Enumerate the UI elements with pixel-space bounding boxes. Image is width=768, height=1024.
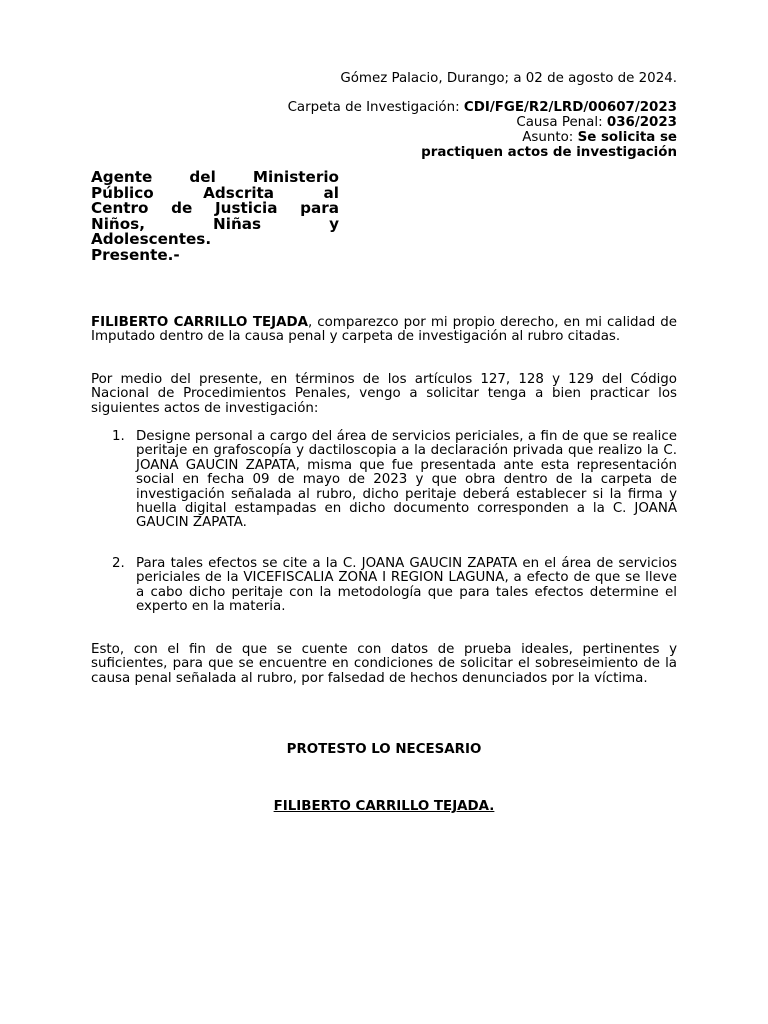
place-date-text: Gómez Palacio, Durango; a 02 de agosto de 2024. — [340, 71, 677, 86]
addressee-line: Agente del Ministerio — [91, 168, 339, 186]
addressee-line: Presente.- — [91, 245, 180, 264]
addressee-line: Niños, Niñas y — [91, 214, 339, 233]
place-date — [340, 71, 677, 86]
purpose-paragraph: Esto, con el fin de que se cuente con datos de prueba ideales, pertinentes y suficientes, para que se encuentre en condiciones de solicitar el sobreseimiento de la causa penal señalada al rubro, por falsedad de hechos denunciados por la víctima. — [91, 642, 677, 686]
list-item-text: Para tales efectos se cite a la C. JOANA GAUCIN ZAPATA en el área de servicios periciales de la VICEFISCALIA ZONA I REGION LAGUNA, a efecto de que se lleve a cabo dicho peritaje con la metodología que para tales efectos determine el experto en la materia. — [136, 556, 677, 615]
signature-name: FILIBERTO CARRILLO TEJADA. — [273, 799, 495, 814]
carpeta-label: Carpeta de Investigación: — [287, 100, 460, 115]
list-item-number: 1. — [112, 429, 125, 444]
intro-paragraph — [91, 316, 677, 345]
intro-name: FILIBERTO CARRILLO TEJADA — [91, 315, 308, 330]
addressee-block — [91, 170, 339, 264]
investigation-act-list — [91, 557, 677, 615]
list-item-number: 2. — [112, 556, 125, 571]
asunto-line-2 — [288, 145, 677, 160]
asunto-label: Asunto: — [522, 130, 574, 145]
carpeta-line — [288, 100, 677, 115]
causa-value: 036/2023 — [606, 115, 677, 130]
asunto-line — [288, 130, 677, 145]
list-item-text: Designe personal a cargo del área de servicios periciales, a fin de que se realice peritaje en grafoscopía y dactiloscopia a la declaración privada que realizo la C. JOANA GAUCIN ZAPATA, misma que fue presentada ante esta representación social en fecha 09 de mayo de 2023 y que obra dentro de la carpeta de investigación señalada al rubro, dicho peritaje deberá establecer si la firma y huella digital estampadas en dicho documento corresponden a la C. JOANA GAUCIN ZAPATA. — [136, 429, 677, 531]
causa-label: Causa Penal: — [516, 115, 603, 130]
addressee-line: Centro de Justicia para — [91, 199, 339, 218]
intro-text: , comparezco por mi propio derecho, en mi calidad de Imputado dentro de la causa penal y carpeta de investigación al rubro citadas. — [91, 315, 678, 345]
addressee-line: Público Adscrita al — [91, 183, 339, 202]
investigation-act-list — [91, 430, 677, 531]
carpeta-value: CDI/FGE/R2/LRD/00607/2023 — [463, 100, 677, 115]
request-paragraph: Por medio del presente, en términos de los artículos 127, 128 y 129 del Código Nacional de Procedimientos Penales, vengo a solicitar tenga a bien practicar los siguientes actos de investigación: — [91, 372, 677, 416]
asunto-value-line2: practiquen actos de investigación — [421, 145, 677, 160]
case-reference-block — [288, 100, 677, 160]
causa-line — [288, 115, 677, 130]
list-item — [91, 430, 677, 531]
addressee-line: Adolescentes. — [91, 230, 212, 249]
protesto-line: PROTESTO LO NECESARIO — [286, 742, 482, 757]
list-item — [91, 557, 677, 615]
asunto-value-line1: Se solicita se — [577, 130, 677, 145]
